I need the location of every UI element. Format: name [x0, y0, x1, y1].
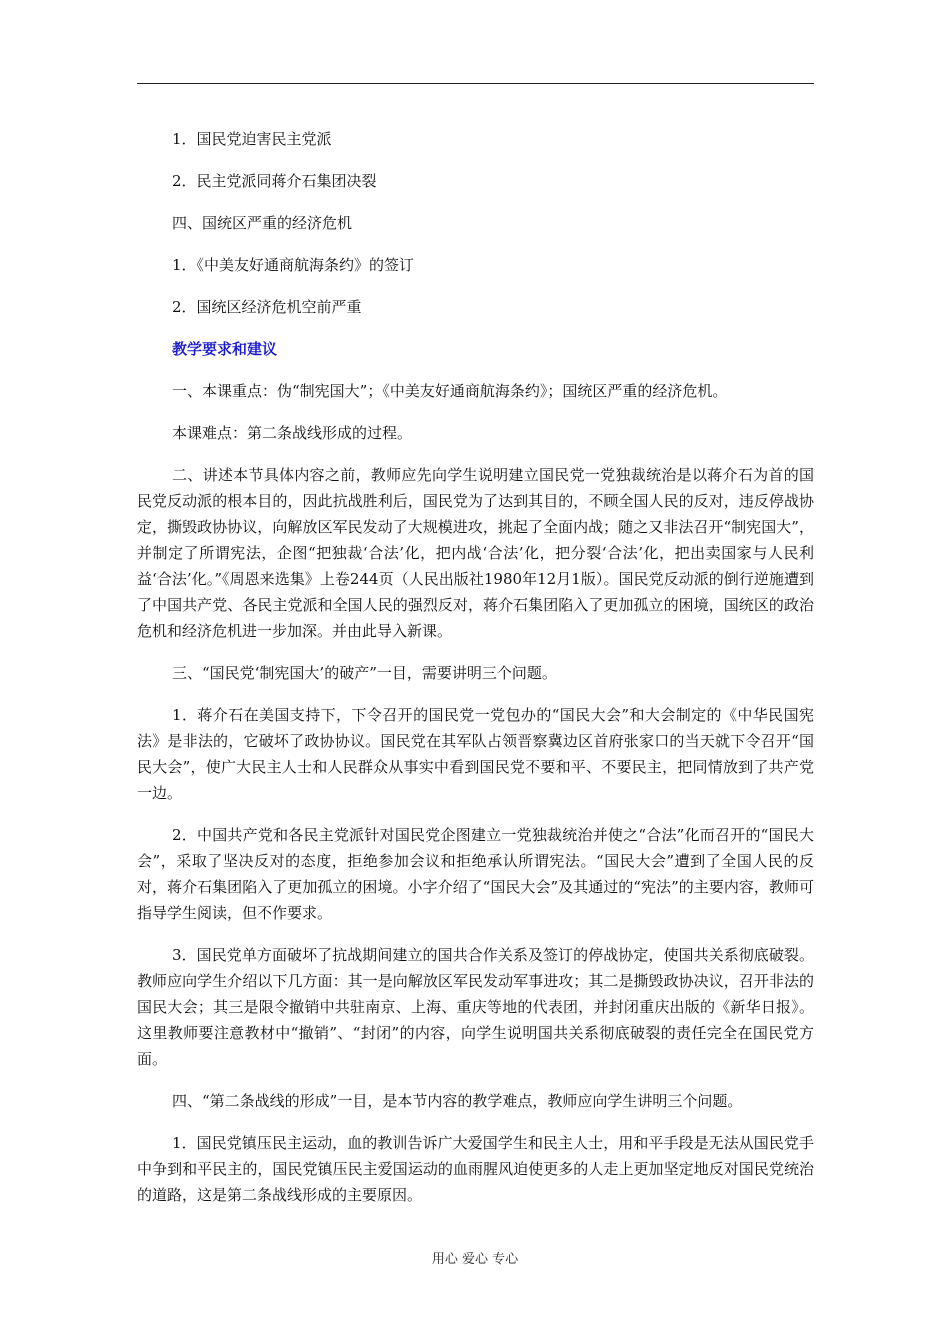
- paragraph: 四、“第二条战线的形成”一目，是本节内容的教学难点，教师应向学生讲明三个问题。: [172, 1092, 743, 1110]
- outline-item: 四、国统区严重的经济危机: [172, 214, 353, 232]
- paragraph: 1．国民党镇压民主运动，血的教训告诉广大爱国学生和民主人士，用和平手段是无法从国民党手中争到和平民主的，国民党镇压民主爱国运动的血雨腥风迫使更多的人走上更加坚定地反对国民党统治的道路，这是第二条战线形成的主要原因。: [137, 1134, 814, 1204]
- outline-item: 2．民主党派同蒋介石集团决裂: [172, 172, 377, 190]
- paragraph: 二、讲述本节具体内容之前，教师应先向学生说明建立国民党一党独裁统治是以蒋介石为首的国民党反动派的根本目的，因此抗战胜利后，国民党为了达到其目的，不顾全国人民的反对，违反停战协定，撕毁政协协议，向解放区军民发动了大规模进攻，挑起了全面内战；随之又非法召开“制宪国大”，并制定了所谓宪法，企图“把独裁‘合法’化，把内战‘合法’化，把分裂‘合法’化，把出卖国家与人民利益‘合法’化。”《周恩来选集》上卷244页（人民出版社1980年12月1版）。国民党反动派的倒行逆施遭到了中国共产党、各民主党派和全国人民的强烈反对，蒋介石集团陷入了更加孤立的困境，国统区的政治危机和经济危机进一步加深。并由此导入新课。: [137, 466, 814, 640]
- paragraph: 2．中国共产党和各民主党派针对国民党企图建立一党独裁统治并使之“合法”化而召开的“国民大会”，采取了坚决反对的态度，拒绝参加会议和拒绝承认所谓宪法。“国民大会”遭到了全国人民的反对，蒋介石集团陷入了更加孤立的困境。小字介绍了“国民大会”及其通过的“宪法”的主要内容，教师可指导学生阅读，但不作要求。: [137, 826, 814, 922]
- outline-item: 1．《中美友好通商航海条约》的签订: [172, 256, 415, 274]
- document-body: [137, 118, 814, 1224]
- outline-item: 2．国统区经济危机空前严重: [172, 298, 362, 316]
- header-rule: [137, 83, 814, 84]
- section-heading: 教学要求和建议: [172, 340, 278, 358]
- paragraph: 三、“国民党‘制宪国大’的破产”一目，需要讲明三个问题。: [172, 664, 557, 682]
- paragraph: 1．蒋介石在美国支持下，下令召开的国民党一党包办的“国民大会”和大会制定的《中华民国宪法》是非法的，它破坏了政协协议。国民党在其军队占领晋察冀边区首府张家口的当天就下令召开“国民大会”，使广大民主人士和人民群众从事实中看到国民党不要和平、不要民主，把同情放到了共产党一边。: [137, 706, 814, 802]
- outline-item: 1．国民党迫害民主党派: [172, 130, 332, 148]
- paragraph: 3．国民党单方面破坏了抗战期间建立的国共合作关系及签订的停战协定，使国共关系彻底破裂。教师应向学生介绍以下几方面：其一是向解放区军民发动军事进攻；其二是撕毁政协决议，召开非法的国民大会；其三是限令撤销中共驻南京、上海、重庆等地的代表团，并封闭重庆出版的《新华日报》。这里教师要注意教材中“撤销”、“封闭”的内容，向学生说明国共关系彻底破裂的责任完全在国民党方面。: [137, 946, 814, 1068]
- difficulty: 本课难点：第二条战线形成的过程。: [172, 424, 413, 442]
- key-points: 一、本课重点：伪“制宪国大”；《中美友好通商航海条约》；国统区严重的经济危机。: [172, 382, 728, 400]
- page-footer: 用心 爱心 专心: [431, 1252, 519, 1267]
